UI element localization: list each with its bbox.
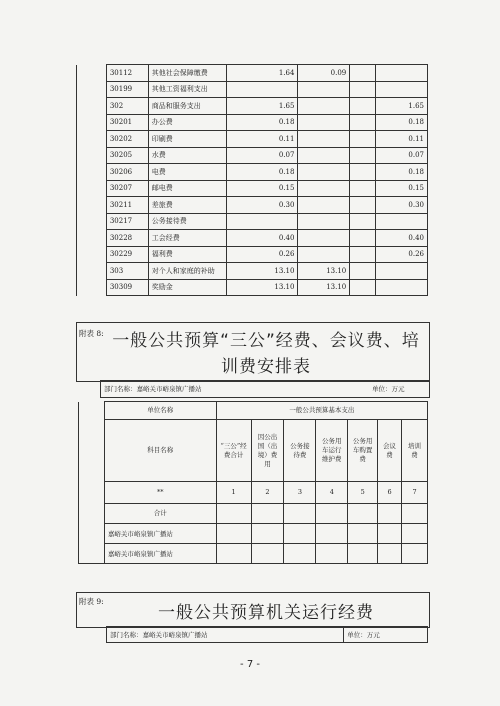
value-cell <box>402 524 428 544</box>
index-number: 7 <box>402 482 428 504</box>
table-row <box>77 246 428 263</box>
table-row <box>77 131 428 148</box>
blank-cell <box>77 246 107 263</box>
blank-cell <box>77 197 107 214</box>
blank-cell <box>77 180 107 197</box>
index-number: 6 <box>378 482 402 504</box>
value-cell <box>251 504 284 524</box>
value-cell <box>402 544 428 564</box>
col-header-training: 培训费 <box>402 420 428 482</box>
subject-code: 303 <box>106 263 148 280</box>
col-header-total: “三公”经费合计 <box>216 420 251 482</box>
amount-cell <box>350 263 376 280</box>
subject-name: 办公费 <box>148 114 226 131</box>
appendix8-unit: 单位：万元 <box>372 385 405 393</box>
amount-cell <box>298 98 350 115</box>
subject-name: 对个人和家庭的补助 <box>148 263 226 280</box>
amount-cell: 0.09 <box>298 65 350 82</box>
amount-cell: 0.07 <box>226 147 298 164</box>
amount-cell <box>350 164 376 181</box>
amount-cell <box>298 213 350 230</box>
value-cell <box>316 524 348 544</box>
subject-code: 302 <box>106 98 148 115</box>
blank-cell <box>77 213 107 230</box>
amount-cell <box>376 65 428 82</box>
appendix9-dept: 部门名称：嘉峪关市峪泉镇广播站 <box>107 627 344 643</box>
amount-cell <box>350 114 376 131</box>
subject-name: 差旅费 <box>148 197 226 214</box>
amount-cell: 0.26 <box>226 246 298 263</box>
amount-cell <box>350 213 376 230</box>
value-cell <box>251 544 284 564</box>
blank-cell <box>77 98 107 115</box>
subject-name: 公务接待费 <box>148 213 226 230</box>
subject-code: 30202 <box>106 131 148 148</box>
appendix8-dept: 部门名称：嘉峪关市峪泉镇广播站 <box>104 385 202 393</box>
index-label: ** <box>104 482 216 504</box>
blank-cell <box>79 402 105 420</box>
blank-cell <box>79 420 105 482</box>
amount-cell <box>350 279 376 296</box>
amount-cell <box>298 147 350 164</box>
amount-cell: 0.26 <box>376 246 428 263</box>
amount-cell: 13.10 <box>298 279 350 296</box>
value-cell <box>348 504 378 524</box>
subject-code: 30211 <box>106 197 148 214</box>
subject-code: 30228 <box>106 230 148 247</box>
amount-cell: 13.10 <box>298 263 350 280</box>
table-row <box>77 65 428 82</box>
amount-cell <box>298 180 350 197</box>
table-row <box>77 279 428 296</box>
amount-cell <box>350 147 376 164</box>
amount-cell: 0.18 <box>376 164 428 181</box>
table-row <box>77 180 428 197</box>
total-label: 合计 <box>104 504 216 524</box>
amount-cell <box>350 81 376 98</box>
subject-name: 奖励金 <box>148 279 226 296</box>
amount-cell <box>350 197 376 214</box>
subject-code: 30201 <box>106 114 148 131</box>
page-number: - 7 - <box>240 659 260 670</box>
amount-cell <box>376 213 428 230</box>
table-row <box>77 263 428 280</box>
index-number: 2 <box>251 482 284 504</box>
amount-cell: 0.11 <box>226 131 298 148</box>
amount-cell <box>350 98 376 115</box>
amount-cell <box>298 81 350 98</box>
table-row <box>77 114 428 131</box>
blank-cell <box>77 279 107 296</box>
value-cell <box>378 504 402 524</box>
blank-cell <box>77 230 107 247</box>
amount-cell: 0.15 <box>376 180 428 197</box>
org-name: 嘉峪关市峪泉镇广播站 <box>104 544 216 564</box>
blank-cell <box>79 482 105 504</box>
value-cell <box>378 524 402 544</box>
value-cell <box>284 544 316 564</box>
amount-cell: 0.30 <box>376 197 428 214</box>
col-header-meeting: 会议费 <box>378 420 402 482</box>
subject-code: 30229 <box>106 246 148 263</box>
amount-cell: 0.15 <box>226 180 298 197</box>
amount-cell: 0.18 <box>226 114 298 131</box>
amount-cell <box>298 197 350 214</box>
subject-code: 30205 <box>106 147 148 164</box>
subject-name: 福利费 <box>148 246 226 263</box>
amount-cell: 1.64 <box>226 65 298 82</box>
amount-cell: 0.18 <box>376 114 428 131</box>
value-cell <box>378 544 402 564</box>
amount-cell <box>298 246 350 263</box>
amount-cell: 0.07 <box>376 147 428 164</box>
subject-code: 30112 <box>106 65 148 82</box>
blank-cell <box>77 131 107 148</box>
subject-code: 30309 <box>106 279 148 296</box>
blank-cell <box>77 164 107 181</box>
table-row <box>77 230 428 247</box>
amount-cell: 0.40 <box>226 230 298 247</box>
value-cell <box>348 544 378 564</box>
subject-code: 30199 <box>106 81 148 98</box>
org-name: 嘉峪关市峪泉镇广播站 <box>104 524 216 544</box>
appendix9-label: 附表 9: <box>79 597 104 606</box>
table-row <box>77 213 428 230</box>
amount-cell: 0.40 <box>376 230 428 247</box>
amount-cell <box>226 81 298 98</box>
blank-cell <box>79 524 105 544</box>
value-cell <box>216 504 251 524</box>
appendix8-title-line2: 训费安排表 <box>221 357 311 377</box>
table-row <box>77 197 428 214</box>
amount-cell <box>298 131 350 148</box>
blank-cell <box>79 544 105 564</box>
subject-code: 30206 <box>106 164 148 181</box>
col-header-reception: 公务接待费 <box>284 420 316 482</box>
amount-cell <box>350 131 376 148</box>
blank-cell <box>79 504 105 524</box>
blank-cell <box>77 81 107 98</box>
amount-cell: 0.30 <box>226 197 298 214</box>
amount-cell <box>350 230 376 247</box>
appendix8-label: 附表 8: <box>79 329 104 338</box>
value-cell <box>216 544 251 564</box>
amount-cell <box>298 114 350 131</box>
index-number: 3 <box>284 482 316 504</box>
value-cell <box>402 504 428 524</box>
value-cell <box>316 544 348 564</box>
subject-name: 其他工资福利支出 <box>148 81 226 98</box>
subject-name: 印刷费 <box>148 131 226 148</box>
subject-name: 工会经费 <box>148 230 226 247</box>
amount-cell <box>376 81 428 98</box>
table-row <box>77 147 428 164</box>
index-number: 4 <box>316 482 348 504</box>
unit-name-header: 单位名称 <box>104 402 216 420</box>
subject-header: 科目名称 <box>104 420 216 482</box>
subject-name: 水费 <box>148 147 226 164</box>
expense-table <box>76 64 428 296</box>
appendix9-dept-table <box>106 626 428 643</box>
value-cell <box>251 524 284 544</box>
col-header-vehicle-purchase: 公务用车购置费 <box>348 420 378 482</box>
appendix9-title: 一般公共预算机关运行经费 <box>158 603 374 623</box>
expense-table-body <box>77 65 428 296</box>
appendix9-unit: 单位：万元 <box>344 627 428 643</box>
table-row <box>77 98 428 115</box>
blank-cell <box>77 263 107 280</box>
value-cell <box>216 524 251 544</box>
budget-header: 一般公共预算基本支出 <box>216 402 427 420</box>
subject-name: 其他社会保障缴费 <box>148 65 226 82</box>
subject-name: 电费 <box>148 164 226 181</box>
appendix8-title-line1: 一般公共预算“三公”经费、会议费、培 <box>112 331 420 351</box>
amount-cell: 13.10 <box>226 263 298 280</box>
subject-code: 30217 <box>106 213 148 230</box>
subject-name: 邮电费 <box>148 180 226 197</box>
amount-cell: 1.65 <box>376 98 428 115</box>
value-cell <box>316 504 348 524</box>
amount-cell: 0.11 <box>376 131 428 148</box>
amount-cell: 13.10 <box>226 279 298 296</box>
amount-cell <box>376 279 428 296</box>
col-header-abroad: 因公出国（出境）费用 <box>251 420 284 482</box>
blank-cell <box>77 147 107 164</box>
table-row <box>77 164 428 181</box>
index-number: 5 <box>348 482 378 504</box>
amount-cell <box>350 246 376 263</box>
amount-cell <box>226 213 298 230</box>
blank-cell <box>77 114 107 131</box>
blank-cell <box>77 65 107 82</box>
col-header-vehicle-operation: 公务用车运行维护费 <box>316 420 348 482</box>
three-public-expenses-table <box>78 401 428 564</box>
subject-code: 30207 <box>106 180 148 197</box>
table-row <box>77 81 428 98</box>
value-cell <box>284 524 316 544</box>
amount-cell <box>298 230 350 247</box>
value-cell <box>284 504 316 524</box>
amount-cell <box>298 164 350 181</box>
amount-cell <box>350 65 376 82</box>
amount-cell <box>350 180 376 197</box>
value-cell <box>348 524 378 544</box>
amount-cell: 1.65 <box>226 98 298 115</box>
amount-cell: 0.18 <box>226 164 298 181</box>
amount-cell <box>376 263 428 280</box>
subject-name: 商品和服务支出 <box>148 98 226 115</box>
index-number: 1 <box>216 482 251 504</box>
